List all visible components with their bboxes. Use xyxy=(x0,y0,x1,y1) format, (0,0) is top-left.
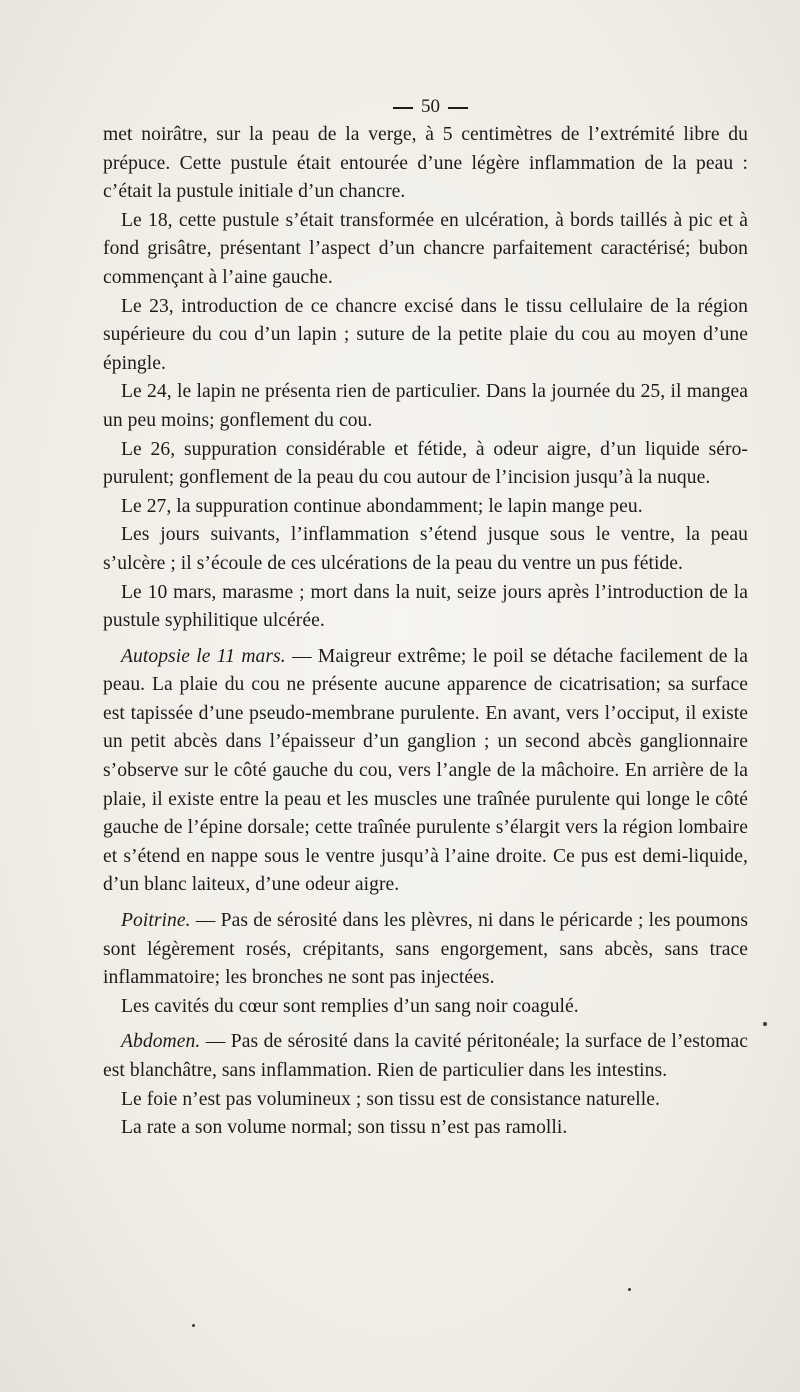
paragraph-text: Le 26, suppuration considérable et fétide, à odeur aigre, d’un liquide séro-purulent; gonflement de la peau du cou autour de l’incision jusqu’à la nuque. xyxy=(103,438,748,489)
paragraph-text: — Pas de sérosité dans la cavité péritonéale; la surface de l’estomac est blanchâtre, sans inflammation. Rien de particulier dans les intestins. xyxy=(103,1031,748,1081)
paragraph-lead-italic: Poitrine. xyxy=(121,910,191,932)
autopsy-paragraph xyxy=(103,643,748,900)
page-number-value: 50 xyxy=(420,96,441,117)
folio-dash-left xyxy=(393,107,413,109)
paragraph-text: Les jours suivants, l’inflammation s’étend jusque sous le ventre, la peau s’ulcère ; il s’écoule de ces ulcérations de la peau du ventre un pus fétide. xyxy=(103,524,748,574)
paragraph-text: Le 10 mars, marasme ; mort dans la nuit, seize jours après l’introduction de la pustule syphilitique ulcérée. xyxy=(103,581,748,632)
paragraph xyxy=(103,579,748,636)
paragraph xyxy=(103,436,748,493)
ink-speck xyxy=(763,1022,767,1026)
abdomen-paragraph xyxy=(103,1028,748,1085)
paragraph-text: Le 18, cette pustule s’était transformée en ulcération, à bords taillés à pic et à fond grisâtre, présentant l’aspect d’un chancre parfaitement caractérisé; bubon commençant à l’aine gauche. xyxy=(103,209,748,288)
paragraph-text: Le 24, le lapin ne présenta rien de particulier. Dans la journée du 25, il mangea un peu moins; gonflement du cou. xyxy=(103,381,748,431)
paragraph-lead-italic: Abdomen. xyxy=(121,1031,201,1053)
paragraph xyxy=(103,1086,748,1115)
paragraph xyxy=(103,521,748,578)
folio-dash-right xyxy=(448,107,468,109)
paragraph xyxy=(103,293,748,379)
ink-speck xyxy=(192,1324,195,1327)
paragraph xyxy=(103,121,748,207)
paragraph-text: Les cavités du cœur sont remplies d’un sang noir coagulé. xyxy=(121,995,579,1017)
paragraph xyxy=(103,993,748,1022)
paragraph-text: Le foie n’est pas volumineux ; son tissu est de consistance naturelle. xyxy=(121,1088,660,1110)
paragraph xyxy=(103,378,748,435)
paragraph-text: met noirâtre, sur la peau de la verge, à 5 centimètres de l’extrémité libre du prépuce. Cette pustule était entourée d’une légère inflammation de la peau : c’était la pustule initiale d’un chancre. xyxy=(103,124,748,203)
paragraph xyxy=(103,207,748,293)
ink-speck xyxy=(628,1288,631,1291)
thorax-paragraph xyxy=(103,907,748,993)
paragraph-text: — Pas de sérosité dans les plèvres, ni dans le péricarde ; les poumons sont légèrement rosés, crépitants, sans engorgement, sans abcès, sans trace inflammatoire; les bronches ne sont pas injectées. xyxy=(103,910,748,989)
paragraph-lead-italic: Autopsie le 11 mars. xyxy=(121,645,286,667)
paragraph-text: La rate a son volume normal; son tissu n’est pas ramolli. xyxy=(121,1117,568,1139)
paragraph-text: — Maigreur extrême; le poil se détache facilement de la peau. La plaie du cou ne présente aucune apparence de cicatrisation; sa surface est tapissée d’une pseudo-membrane purulente. En avant, vers l’occiput, il existe un petit abcès dans l’épaisseur d’un ganglion ; un second abcès ganglionnaire s’observe sur le côté gauche du cou, vers l’angle de la mâchoire. En arrière de la plaie, il existe entre la peau et les muscles une traînée purulente qui longe le côté gauche de l’épine dorsale; cette traînée purulente s’élargit vers la région lombaire et s’étend en nappe sous le ventre jusqu’à l’aine droite. Ce pus est demi-liquide, d’un blanc laiteux, d’une odeur aigre. xyxy=(103,645,748,896)
paragraph xyxy=(103,493,748,522)
paragraph-text: Le 27, la suppuration continue abondamment; le lapin mange peu. xyxy=(121,495,643,517)
page-text-block xyxy=(103,93,748,1143)
paragraph xyxy=(103,1114,748,1143)
page-number xyxy=(103,93,748,121)
paragraph-text: Le 23, introduction de ce chancre excisé dans le tissu cellulaire de la région supérieure du cou d’un lapin ; suture de la petite plaie du cou au moyen d’une épingle. xyxy=(103,295,748,374)
